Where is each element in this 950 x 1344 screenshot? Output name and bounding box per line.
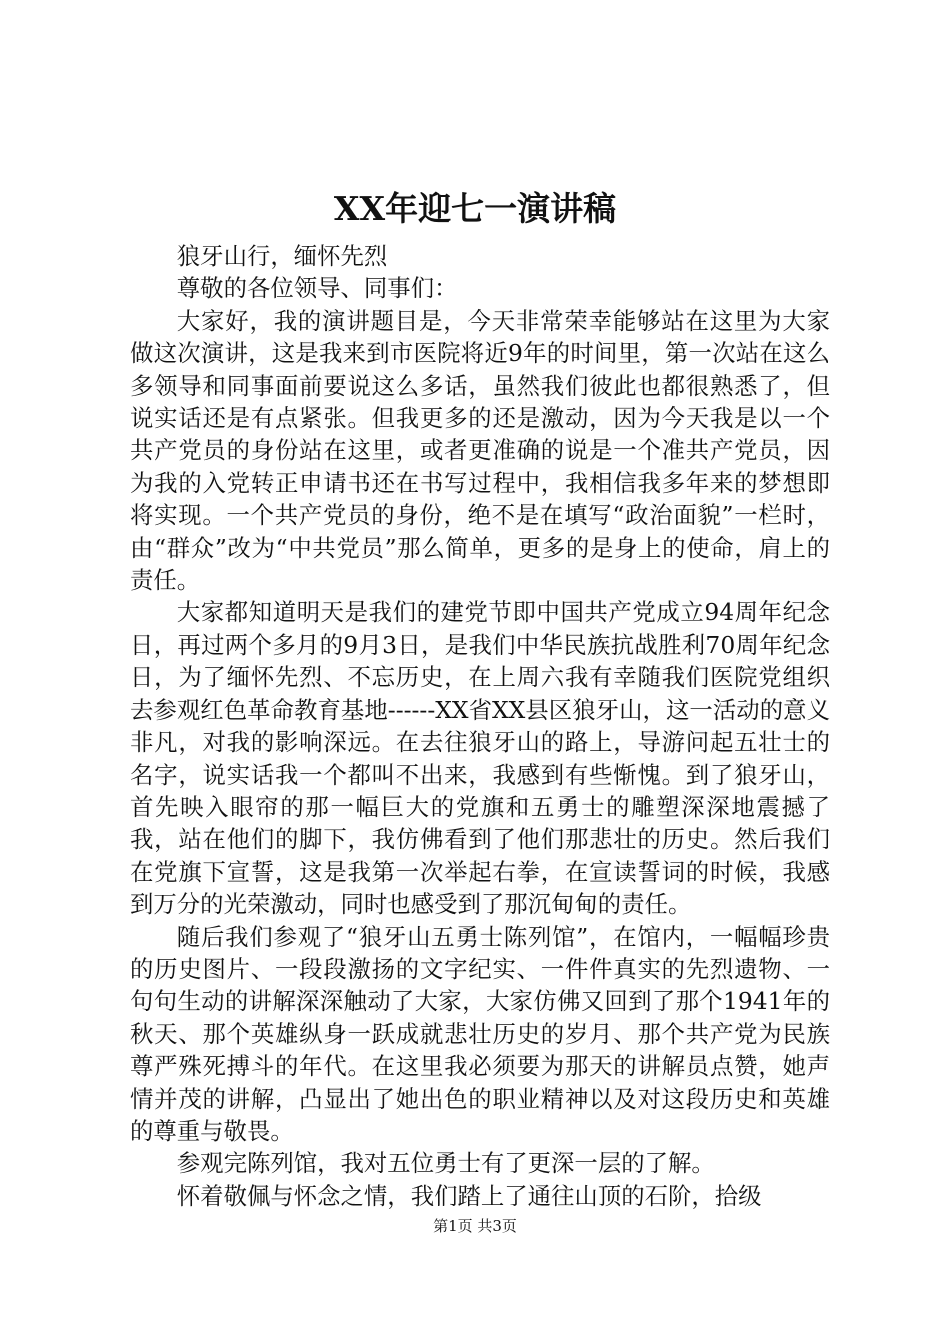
paragraph: 参观完陈列馆，我对五位勇士有了更深一层的了解。 (176, 1149, 715, 1178)
document-body (130, 240, 830, 1212)
paragraph: 大家好，我的演讲题目是，今天非常荣幸能够站在这里为大家做这次演讲，这是我来到市医院将近9年的时间里，第一次站在这么多领导和同事面前要说这么多话，虽然我们彼此也都很熟悉了，但说实话还是有点紧张。但我更多的还是激动，因为今天我是以一个共产党员的身份站在这里，或者更准确的说是一个准共产党员，因为我的入党转正申请书还在书写过程中，我相信我多年来的梦想即将实现。一个共产党员的身份，绝不是在填写“政治面貌”一栏时，由“群众”改为“中共党员”那么简单，更多的是身上的使命，肩上的责任。 (130, 306, 830, 595)
paragraph-subtitle: 狼牙山行，缅怀先烈 (176, 242, 388, 270)
paragraph: 随后我们参观了“狼牙山五勇士陈列馆”，在馆内，一幅幅珍贵的历史图片、一段段激扬的文字纪实、一件件真实的先烈遗物、一句句生动的讲解深深触动了大家，大家仿佛又回到了那个1941年的秋天、那个英雄纵身一跃成就悲壮历史的岁月、那个共产党为民族尊严殊死搏斗的年代。在这里我必须要为那天的讲解员点赞，她声情并茂的讲解，凸显出了她出色的职业精神以及对这段历史和英雄的尊重与敬畏。 (130, 922, 830, 1145)
document-title: XX年迎七一演讲稿 (333, 189, 617, 228)
paragraph: 大家都知道明天是我们的建党节即中国共产党成立94周年纪念日，再过两个多月的9月3日，是我们中华民族抗战胜利70周年纪念日，为了缅怀先烈、不忘历史，在上周六我有幸随我们医院党组织去参观红色革命教育基地------XX省XX县区狼牙山，这一活动的意义非凡，对我的影响深远。在去往狼牙山的路上，导游问起五壮士的名字，说实话我一个都叫不出来，我感到有些惭愧。到了狼牙山，首先映入眼帘的那一幅巨大的党旗和五勇士的雕塑深深地震撼了我，站在他们的脚下，我仿佛看到了他们那悲壮的历史。然后我们在党旗下宣誓，这是我第一次举起右拳，在宣读誓词的时候，我感到万分的光荣激动，同时也感受到了那沉甸甸的责任。 (130, 598, 830, 919)
paragraph: 怀着敬佩与怀念之情，我们踏上了通往山顶的石阶，拾级 (176, 1181, 762, 1210)
page-number-footer: 第1页 共3页 (433, 1217, 517, 1235)
paragraph-salutation: 尊敬的各位领导、同事们： (176, 274, 458, 303)
